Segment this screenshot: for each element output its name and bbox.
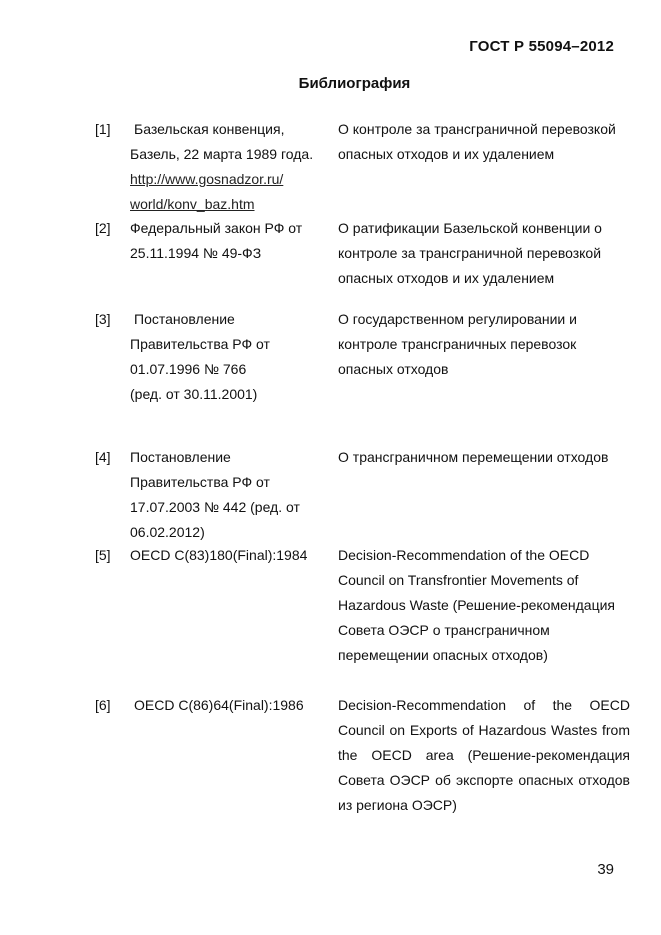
entry-topic: Decision-Recommendation of the OECD Council on Exports of Hazardous Wastes from the OECD area (Решение-рекомендация Совета ОЭСР об экспорте опасных отходов из региона ОЭСР): [338, 697, 630, 813]
topic-line: О трансграничном перемещении отходов: [338, 449, 609, 465]
entry-number: [4]: [95, 449, 111, 465]
entry-topic: [338, 117, 630, 167]
topic-line: О государственном регулировании и: [338, 311, 577, 327]
source-line: Постановление: [130, 449, 231, 465]
entry-number: [3]: [95, 311, 111, 327]
source-line: Базельская конвенция,: [134, 121, 285, 137]
topic-line: контроле за трансграничной перевозкой: [338, 245, 602, 261]
entry-source: [130, 117, 334, 217]
section-title: Библиография: [298, 75, 411, 92]
source-line: Правительства РФ от: [130, 336, 270, 352]
entry-topic: [338, 216, 630, 291]
source-line: Правительства РФ от: [130, 474, 270, 490]
source-line: 01.07.1996 № 766: [130, 361, 247, 377]
entry-source: [130, 307, 330, 407]
entry-source: [130, 543, 330, 568]
entry-number: [5]: [95, 547, 111, 563]
source-line: OECD C(83)180(Final):1984: [130, 547, 308, 563]
topic-line: Совета ОЭСР о трансграничном: [338, 622, 550, 638]
topic-line: опасных отходов: [338, 361, 449, 377]
source-link[interactable]: world/konv_baz.htm: [130, 196, 255, 212]
source-line: OECD C(86)64(Final):1986: [134, 697, 304, 713]
entry-topic: [338, 307, 630, 382]
source-line: 06.02.2012): [130, 524, 205, 540]
entry-topic: [338, 445, 630, 470]
source-line: Постановление: [134, 311, 235, 327]
entry-number: [6]: [95, 697, 111, 713]
topic-line: Decision-Recommendation of the OECD: [338, 547, 590, 563]
source-line: Базель, 22 марта 1989 года.: [130, 146, 314, 162]
entry-topic: [338, 543, 630, 668]
topic-line: опасных отходов и их удалением: [338, 270, 555, 286]
entry-source: [130, 216, 330, 266]
source-link[interactable]: http://www.gosnadzor.ru/: [130, 171, 284, 187]
source-line: 17.07.2003 № 442 (ред. от: [130, 499, 300, 515]
topic-line: перемещении опасных отходов): [338, 647, 548, 663]
entry-number: [2]: [95, 220, 111, 236]
document-code: ГОСТ Р 55094–2012: [469, 38, 614, 55]
entry-source: [130, 693, 334, 718]
topic-line: О ратификации Базельской конвенции о: [338, 220, 602, 236]
source-line: 25.11.1994 № 49-ФЗ: [130, 245, 262, 261]
entry-source: [130, 445, 330, 545]
entry-number: [1]: [95, 121, 111, 137]
topic-line: Council on Transfrontier Movements of: [338, 572, 579, 588]
topic-line: контроле трансграничных перевозок: [338, 336, 577, 352]
topic-line: опасных отходов и их удалением: [338, 146, 555, 162]
topic-line: Hazardous Waste (Решение-рекомендация: [338, 597, 615, 613]
source-line: Федеральный закон РФ от: [130, 220, 303, 236]
page-number: 39: [597, 861, 614, 878]
source-line: (ред. от 30.11.2001): [130, 386, 258, 402]
topic-line: О контроле за трансграничной перевозкой: [338, 121, 616, 137]
